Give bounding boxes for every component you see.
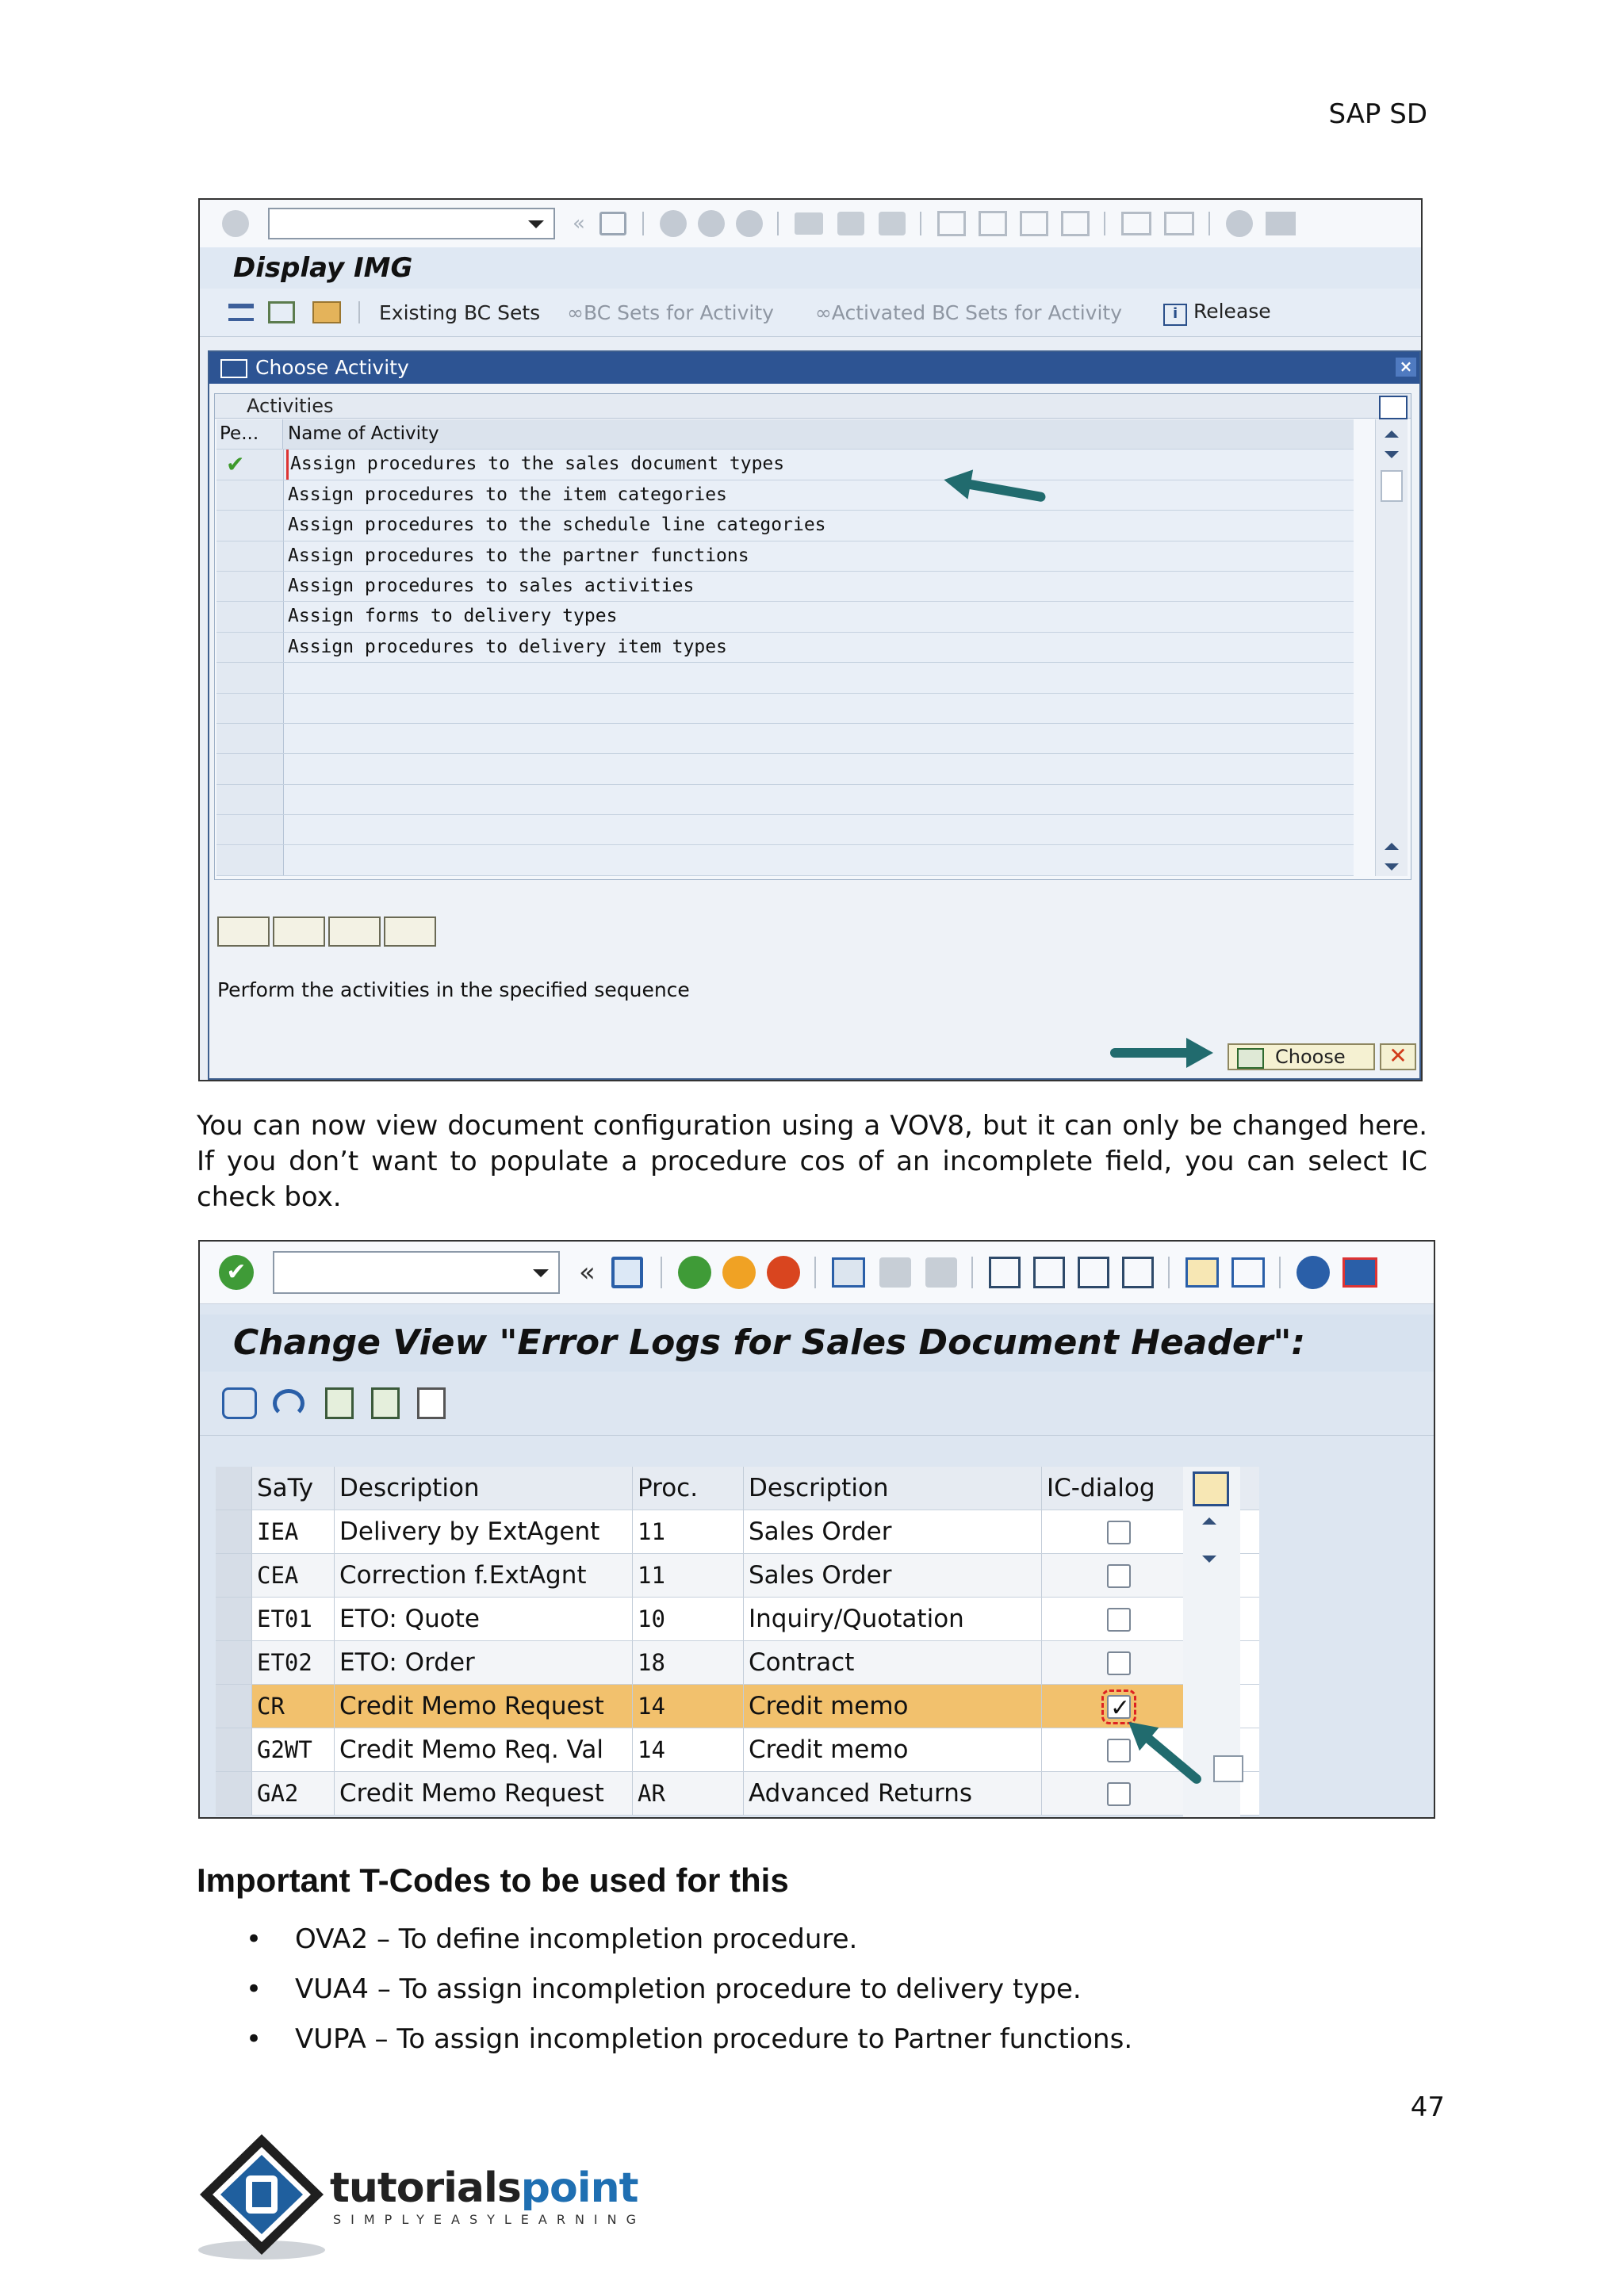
cancel-icon[interactable] [767,1256,800,1289]
list-item: • OVA2 – To define incompletion procedure. [197,1917,1132,1967]
select-block-icon[interactable] [371,1387,400,1419]
list-item: • VUA4 – To assign incompletion procedure to delivery type. [197,1967,1132,2017]
display-img-screenshot [198,198,1423,1081]
list-item: • VUPA – To assign incompletion procedure to Partner functions. [197,2017,1132,2067]
table-row[interactable]: ET01 ETO: Quote 10 Inquiry/Quotation [216,1598,1259,1641]
double-left-icon[interactable]: « [573,212,585,235]
empty-row [216,754,1354,784]
close-icon[interactable]: × [1396,358,1416,377]
logo-tagline: SIMPLYEASYLEARNING [333,2212,646,2227]
double-left-icon[interactable]: « [579,1257,596,1288]
scroll-up-icon[interactable] [1202,1517,1216,1525]
ic-dialog-checkbox[interactable] [1107,1782,1131,1806]
save-icon[interactable] [611,1257,643,1288]
row-selector[interactable] [216,1772,252,1815]
print-icon[interactable] [832,1257,865,1288]
activities-box [214,393,1411,880]
cancel-icon[interactable] [736,210,763,237]
find-icon[interactable] [837,212,864,235]
empty-row [216,845,1354,875]
next-activity-button[interactable] [328,916,381,947]
empty-row [216,663,1354,693]
row-selector[interactable] [216,1554,252,1597]
choose-button[interactable]: Choose [1228,1043,1375,1070]
col-description-2: Description [744,1467,1042,1510]
dialog-icon [220,359,247,378]
activity-row[interactable]: Assign forms to delivery types [216,602,1354,632]
sequence-hint: Perform the activities in the specified sequence [217,978,690,1001]
application-toolbar [200,289,1421,337]
checkmark-icon: ✔ [226,451,245,478]
scroll-down-icon[interactable] [1202,1556,1216,1563]
scroll-down-icon[interactable] [1385,863,1399,871]
body-paragraph: You can now view document configuration using a VOV8, but it can only be changed here. If you don’t want to populate a procedure cos of an incomplete field, you can select IC check box. [197,1110,1427,1213]
column-settings-icon[interactable] [1379,396,1408,419]
ic-dialog-checkbox-checked[interactable] [1107,1695,1131,1719]
existing-bc-sets-button[interactable]: Existing BC Sets [379,300,541,324]
shortcut-icon[interactable] [1164,212,1194,235]
new-session-icon[interactable] [1185,1257,1219,1288]
page-number: 47 [1410,2091,1445,2123]
command-field[interactable] [273,1251,560,1294]
row-selector[interactable] [216,1685,252,1728]
back-icon[interactable] [660,210,687,237]
empty-row [216,694,1354,724]
section-heading: Important T-Codes to be used for this [197,1862,789,1899]
row-selector[interactable] [216,1641,252,1684]
back-icon[interactable] [678,1256,711,1289]
screen-title: Display IMG [200,247,1421,289]
glasses-icon: ∞ [567,300,584,324]
save-icon[interactable] [599,212,626,235]
deselect-all-icon[interactable] [417,1387,446,1419]
command-field[interactable] [268,208,555,239]
document-header: SAP SD [1328,98,1427,130]
table-row[interactable]: ET02 ETO: Order 18 Contract [216,1641,1259,1685]
table-row[interactable]: G2WT Credit Memo Req. Val 14 Credit memo [216,1728,1259,1772]
activity-row[interactable]: Assign procedures to delivery item types [216,633,1354,663]
find-next-icon[interactable] [925,1257,957,1288]
activity-row[interactable]: Assign procedures to the schedule line categories [216,511,1354,541]
application-toolbar [200,1372,1434,1436]
display-change-icon[interactable] [222,1387,257,1419]
enter-icon[interactable] [222,210,249,237]
info-icon: i [1163,304,1187,326]
magnifier-icon [1237,1048,1264,1069]
ic-dialog-checkbox[interactable] [1107,1651,1131,1675]
next-page-icon[interactable] [1020,211,1048,236]
activity-row[interactable]: Assign procedures to sales activities [216,572,1354,602]
expand-icon[interactable] [228,304,254,321]
row-selector[interactable] [216,1510,252,1553]
last-page-icon[interactable] [1061,211,1090,236]
last-activity-button[interactable] [384,916,436,947]
activities-grid [216,419,1354,876]
undo-icon[interactable] [273,1389,304,1418]
col-performed-header: Pe... [216,419,283,449]
exit-icon[interactable] [722,1256,756,1289]
table-row[interactable]: CEA Correction f.ExtAgnt 11 Sales Order [216,1554,1259,1598]
screen-title: Change View "Error Logs for Sales Document Header": [200,1314,1434,1372]
col-description: Description [335,1467,633,1510]
logo-wordmark: tutorialspoint [330,2164,638,2212]
ic-dialog-checkbox[interactable] [1107,1608,1131,1632]
enter-icon[interactable]: ✔ [219,1255,254,1290]
logo-icon [197,2131,331,2260]
ic-dialog-checkbox[interactable] [1107,1521,1131,1544]
ic-dialog-checkbox[interactable] [1107,1564,1131,1588]
first-page-icon[interactable] [937,211,966,236]
bc-sets-for-activity-button[interactable]: ∞BC Sets for Activity [567,300,774,324]
last-page-icon[interactable] [1122,1257,1154,1288]
tcode-list [197,1917,1132,2067]
column-settings-icon[interactable] [1193,1471,1229,1506]
new-session-icon[interactable] [1121,212,1151,235]
exit-icon[interactable] [698,210,725,237]
system-toolbar [200,1242,1434,1304]
choose-activity-dialog [208,350,1421,1080]
col-name-header: Name of Activity [288,423,439,444]
row-selector[interactable] [216,1728,252,1771]
scroll-up-icon[interactable] [1385,843,1399,850]
table-row-selected[interactable]: CR Credit Memo Request 14 Credit memo ✓ [216,1685,1259,1728]
ic-dialog-checkbox[interactable] [1107,1739,1131,1762]
find-next-icon[interactable] [879,212,906,235]
empty-row [216,785,1354,815]
dialog-title-bar [209,352,1419,384]
table-header [216,1467,1259,1510]
previous-page-icon[interactable] [1033,1257,1065,1288]
dialog-title: Choose Activity [255,356,409,379]
col-proc: Proc. [633,1467,744,1510]
col-ic-dialog: IC-dialog [1042,1467,1197,1510]
add-icon[interactable] [268,301,295,323]
cancel-button[interactable]: ✕ [1380,1043,1416,1070]
scroll-up-icon[interactable] [1385,430,1399,438]
previous-activity-button[interactable] [273,916,325,947]
layout-icon[interactable] [1266,212,1296,235]
print-icon[interactable] [795,212,823,235]
table-settings-box[interactable] [1213,1755,1243,1782]
find-icon[interactable] [879,1257,911,1288]
grid-header [216,419,1354,450]
activity-row[interactable]: ✔ Assign procedures to the sales document types [216,450,1354,480]
select-all-icon[interactable] [325,1387,354,1419]
table-row[interactable]: IEA Delivery by ExtAgent 11 Sales Order [216,1510,1259,1554]
table-row[interactable]: GA2 Credit Memo Request AR Advanced Returns [216,1772,1259,1816]
glasses-icon: ∞ [814,300,832,324]
next-page-icon[interactable] [1078,1257,1109,1288]
empty-row [216,815,1354,845]
error-logs-screenshot [198,1240,1435,1819]
first-page-icon[interactable] [989,1257,1021,1288]
row-selector[interactable] [216,1598,252,1640]
system-toolbar [200,200,1421,248]
activities-scrollbar[interactable] [1375,419,1408,876]
empty-row [216,724,1354,754]
activities-heading: Activities [215,394,1411,419]
release-button[interactable]: i Release [1163,300,1271,326]
scroll-thumb[interactable] [1381,470,1403,502]
error-logs-table [216,1467,1259,1816]
folder-icon[interactable] [312,301,341,323]
activated-bc-sets-button[interactable]: ∞Activated BC Sets for Activity [814,300,1123,324]
help-icon[interactable] [1297,1256,1330,1289]
activity-row[interactable]: Assign procedures to the item categories [216,480,1354,511]
first-activity-button[interactable] [217,916,270,947]
scroll-down-icon[interactable] [1385,451,1399,458]
shortcut-icon[interactable] [1231,1257,1265,1288]
tutorialspoint-logo [197,2131,657,2260]
help-icon[interactable] [1226,210,1253,237]
layout-icon[interactable] [1342,1257,1377,1288]
col-saty: SaTy [252,1467,335,1510]
previous-page-icon[interactable] [979,211,1007,236]
annotation-arrow [1110,1048,1196,1058]
activity-row[interactable]: Assign procedures to the partner functions [216,541,1354,572]
